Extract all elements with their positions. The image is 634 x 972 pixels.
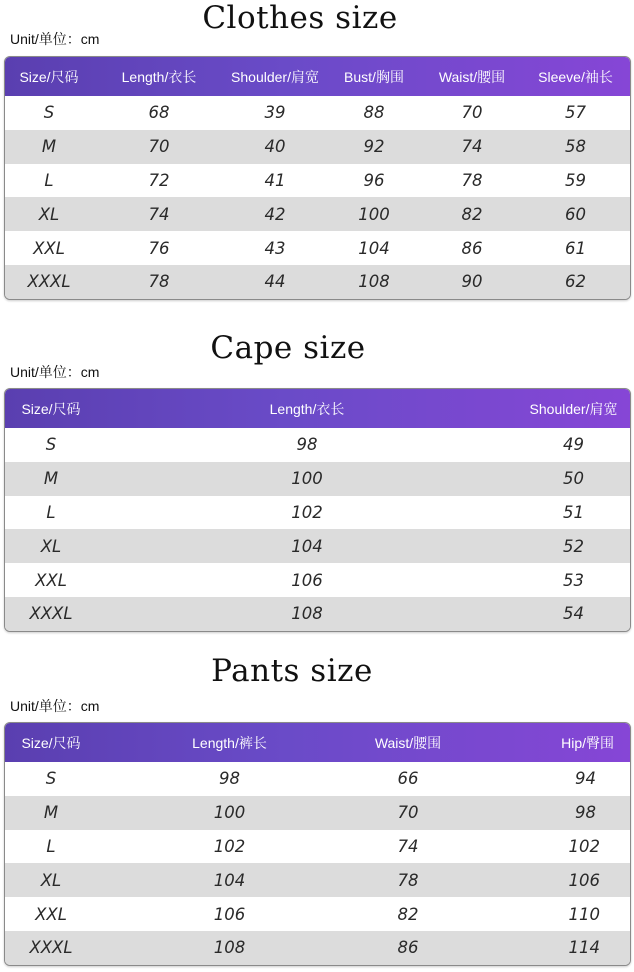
pants-size-title: Pants size (211, 653, 373, 689)
header-cell: Shoulder/肩宽 (529, 400, 618, 417)
length-cell: 106 (213, 904, 246, 924)
size-cell: XXXL (27, 272, 71, 292)
table-row (5, 796, 630, 830)
bust-cell: 88 (363, 103, 385, 123)
bust-cell: 100 (358, 204, 390, 224)
hip-cell: 98 (575, 803, 596, 823)
shoulder-cell: 42 (264, 204, 286, 224)
table-row (5, 96, 630, 130)
waist-cell: 74 (461, 137, 483, 157)
shoulder-cell: 52 (563, 536, 584, 556)
size-cell: XXXL (29, 938, 73, 958)
header-cell: Waist/腰围 (438, 68, 506, 85)
length-cell: 100 (291, 469, 323, 489)
header-cell: Bust/胸围 (344, 68, 404, 85)
header-cell: Length/裤长 (192, 734, 267, 751)
cape-unit-label: Unit/单位：cm (10, 364, 100, 380)
length-cell: 98 (219, 769, 240, 789)
size-cell: S (45, 769, 57, 789)
size-cell: XL (40, 536, 62, 556)
size-cell: XL (38, 204, 60, 224)
table-row (5, 563, 630, 597)
waist-cell: 74 (397, 836, 419, 856)
bust-cell: 108 (358, 272, 390, 292)
shoulder-cell: 40 (264, 137, 286, 157)
header-cell: Waist/腰围 (374, 734, 442, 751)
hip-cell: 94 (575, 769, 596, 789)
header-cell: Length/衣长 (269, 400, 345, 417)
waist-cell: 86 (461, 238, 483, 258)
length-cell: 106 (291, 570, 323, 590)
table-row (5, 265, 630, 299)
table-row (5, 462, 630, 496)
length-cell: 104 (291, 536, 323, 556)
table-header (5, 389, 630, 428)
length-cell: 72 (148, 170, 170, 190)
length-cell: 76 (148, 238, 170, 258)
pants-size-table (4, 722, 631, 966)
table-header (5, 57, 630, 96)
hip-cell: 114 (568, 938, 600, 958)
size-cell: M (43, 803, 59, 823)
table-row (5, 130, 630, 164)
length-cell: 104 (213, 870, 246, 890)
size-cell: L (46, 502, 56, 522)
length-cell: 70 (148, 137, 170, 157)
sleeve-cell: 62 (565, 272, 586, 292)
shoulder-cell: 50 (563, 469, 584, 489)
size-cell: XL (40, 870, 62, 890)
length-cell: 108 (213, 938, 246, 958)
table-row (5, 428, 630, 462)
table-row (5, 496, 630, 530)
header-cell: Size/尺码 (21, 734, 81, 751)
shoulder-cell: 51 (563, 502, 584, 522)
shoulder-cell: 54 (563, 604, 584, 624)
shoulder-cell: 39 (264, 103, 286, 123)
size-cell: XXL (35, 570, 67, 590)
waist-cell: 86 (397, 938, 419, 958)
cape-size-title: Cape size (210, 330, 366, 366)
length-cell: 102 (213, 836, 246, 856)
length-cell: 74 (148, 204, 170, 224)
header-cell: Hip/臀围 (561, 734, 614, 751)
header-cell: Length/衣长 (121, 68, 197, 85)
table-row (5, 863, 630, 897)
sleeve-cell: 61 (565, 238, 586, 258)
shoulder-cell: 41 (264, 170, 286, 190)
hip-cell: 102 (568, 836, 600, 856)
waist-cell: 70 (461, 103, 483, 123)
table-row (5, 830, 630, 864)
bust-cell: 92 (363, 137, 385, 157)
clothes-size-table (4, 56, 631, 300)
waist-cell: 78 (397, 870, 419, 890)
table-row (5, 931, 630, 965)
sleeve-cell: 57 (565, 103, 586, 123)
table-row (5, 529, 630, 563)
table-row (5, 197, 630, 231)
hip-cell: 110 (568, 904, 600, 924)
waist-cell: 90 (461, 272, 483, 292)
waist-cell: 82 (461, 204, 483, 224)
sleeve-cell: 59 (565, 170, 586, 190)
header-cell: Sleeve/袖长 (538, 68, 613, 85)
header-cell: Shoulder/肩宽 (231, 68, 319, 85)
size-cell: M (43, 469, 59, 489)
clothes-unit-label: Unit/单位：cm (10, 31, 100, 47)
waist-cell: 66 (397, 769, 419, 789)
size-cell: XXXL (29, 604, 73, 624)
clothes-size-title: Clothes size (202, 0, 398, 36)
shoulder-cell: 53 (563, 570, 584, 590)
header-cell: Size/尺码 (19, 68, 79, 85)
cape-size-table (4, 388, 631, 632)
sleeve-cell: 60 (565, 204, 586, 224)
table-header (5, 723, 630, 762)
shoulder-cell: 49 (563, 435, 584, 455)
sleeve-cell: 58 (565, 137, 586, 157)
table-row (5, 164, 630, 198)
hip-cell: 106 (568, 870, 600, 890)
length-cell: 98 (296, 435, 318, 455)
length-cell: 108 (291, 604, 323, 624)
waist-cell: 70 (397, 803, 419, 823)
size-cell: S (45, 435, 57, 455)
pants-unit-label: Unit/单位：cm (10, 698, 100, 714)
size-cell: XXL (33, 238, 65, 258)
header-cell: Size/尺码 (21, 400, 81, 417)
size-cell: L (46, 836, 56, 856)
waist-cell: 78 (461, 170, 483, 190)
shoulder-cell: 43 (264, 238, 286, 258)
bust-cell: 104 (358, 238, 390, 258)
table-row (5, 762, 630, 796)
shoulder-cell: 44 (264, 272, 286, 292)
length-cell: 100 (213, 803, 246, 823)
table-row (5, 897, 630, 931)
length-cell: 78 (148, 272, 170, 292)
length-cell: 68 (148, 103, 170, 123)
waist-cell: 82 (397, 904, 419, 924)
size-cell: L (44, 170, 54, 190)
size-cell: XXL (35, 904, 67, 924)
bust-cell: 96 (363, 170, 385, 190)
table-row (5, 597, 630, 631)
size-cell: M (41, 137, 57, 157)
size-cell: S (43, 103, 55, 123)
length-cell: 102 (291, 502, 323, 522)
table-row (5, 231, 630, 265)
